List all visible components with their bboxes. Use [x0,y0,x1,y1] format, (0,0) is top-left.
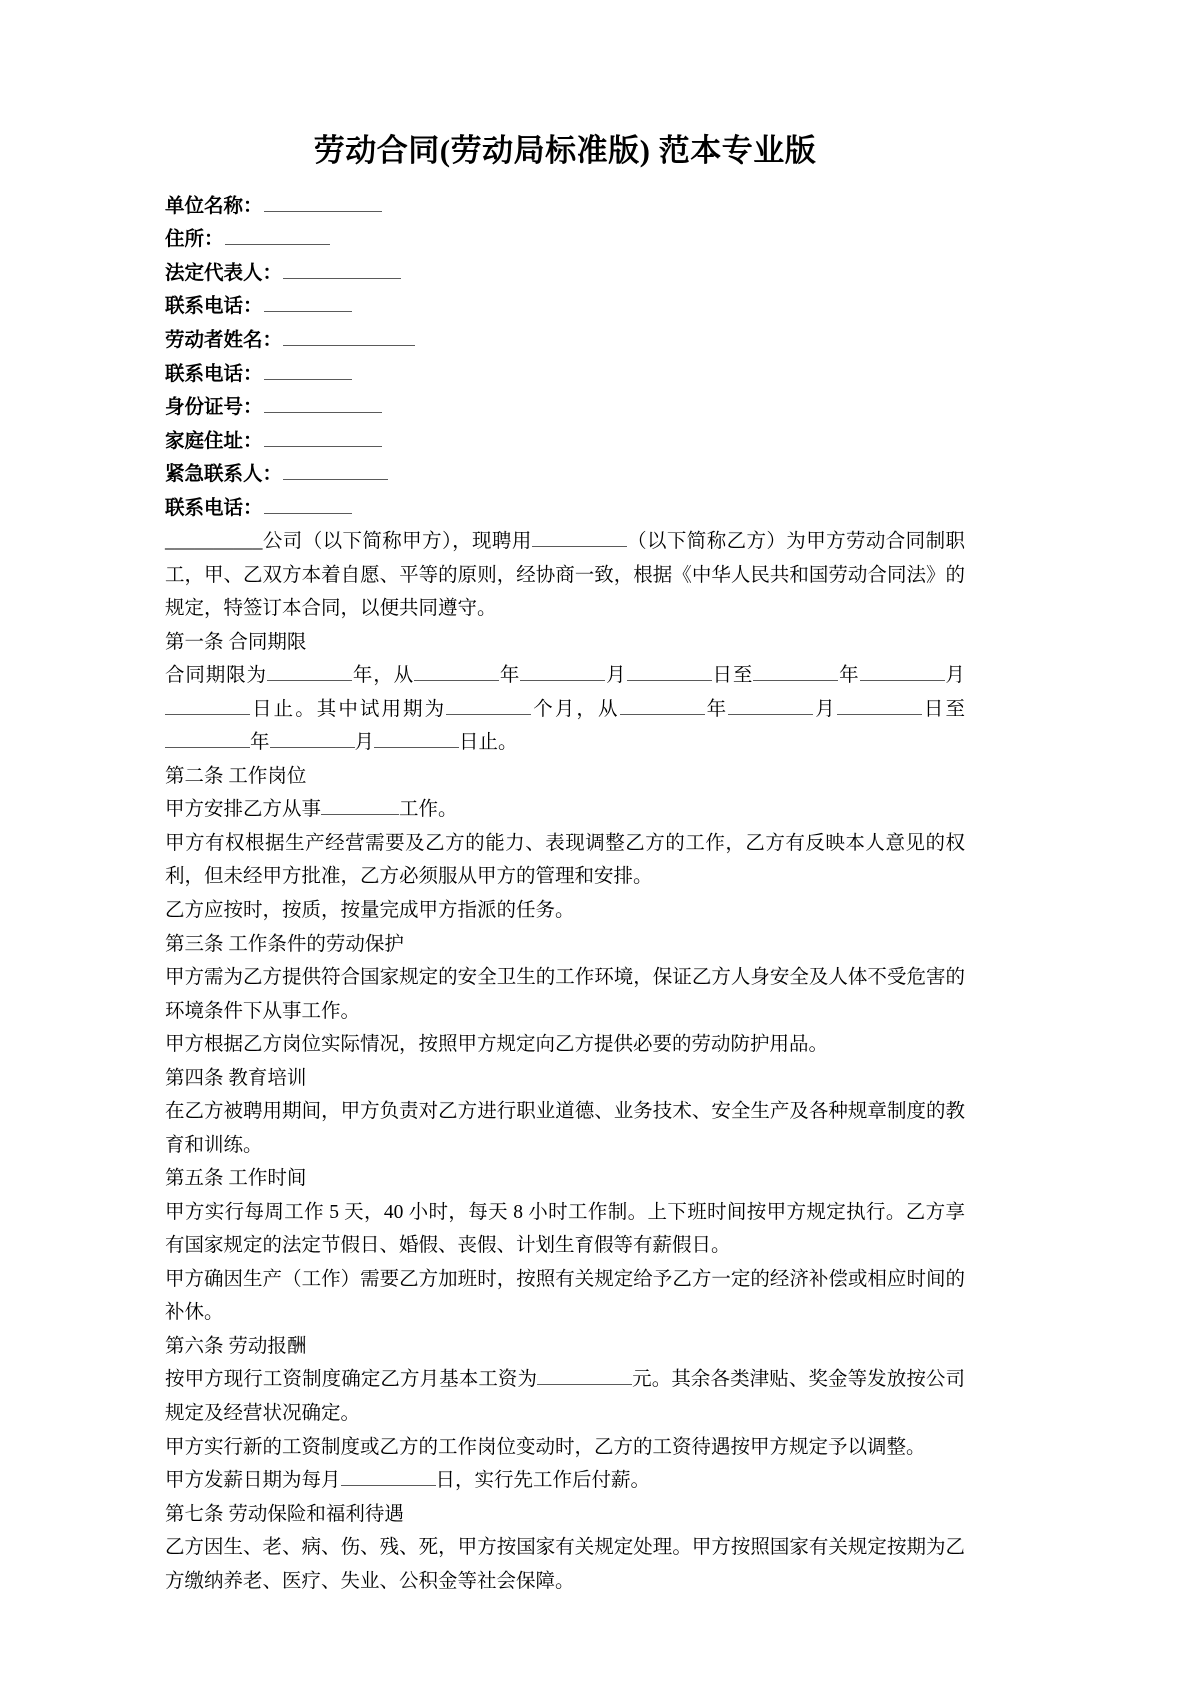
field-blank[interactable] [283,257,401,278]
seg: 日止。其中试用期为 [250,698,447,720]
field-label: 联系电话： [165,296,263,318]
field-blank[interactable] [283,459,388,480]
blank-probation-start-year[interactable] [620,693,705,714]
article-2-paragraph-2: 甲方有权根据生产经营需要及乙方的能力、表现调整乙方的工作，乙方有反映本人意见的权利，但未经甲方批准，乙方必须服从甲方的管理和安排。 [165,832,965,888]
field-row-emergency-phone [165,492,965,526]
intro-text-b: （以下简称乙方）为甲方劳动合同制职工，甲、乙双方本着自愿、平等的原则，经协商一致，根据《中华人民共和国劳动合同法》的规定，特签订本合同，以便共同遵守。 [165,531,965,620]
blank-start-month[interactable] [520,660,605,681]
field-row-home-address [165,425,965,459]
seg: 工作。 [399,799,458,821]
article-2-paragraph-3: 乙方应按时，按质，按量完成甲方指派的任务。 [165,900,575,921]
header-fields-block [165,190,965,525]
field-blank[interactable] [283,325,415,346]
article-3-heading: 第三条 工作条件的劳动保护 [165,933,404,955]
article-7-heading: 第七条 劳动保险和福利待遇 [165,1503,404,1525]
blank-probation-start-month[interactable] [728,693,813,714]
blank-probation-months[interactable] [446,693,531,714]
intro-paragraph [165,525,965,626]
field-row-address [165,223,965,257]
seg: 年 [250,732,270,754]
field-row-company-phone [165,290,965,324]
seg: 个月，从 [531,698,620,720]
field-row-worker-phone [165,358,965,392]
article-4-heading: 第四条 教育培训 [165,1067,307,1089]
article-6-paragraph-1 [165,1363,965,1430]
article-2-paragraph-1 [165,793,965,827]
field-label: 单位名称： [165,195,263,217]
field-blank[interactable] [264,425,382,446]
field-label: 紧急联系人： [165,464,283,486]
seg: 日至 [921,698,965,720]
field-label: 联系电话： [165,363,263,385]
article-1-body [165,659,965,760]
blank-start-day[interactable] [627,660,712,681]
seg: 月 [944,665,965,687]
seg: 元。其余各类津贴、奖金等发放按公司规定及经营状况确定。 [165,1369,965,1424]
article-1-heading: 第一条 合同期限 [165,631,307,653]
blank-payday[interactable] [341,1465,436,1486]
article-2-heading: 第二条 工作岗位 [165,765,307,787]
field-label: 身份证号： [165,397,263,419]
field-blank[interactable] [264,492,352,513]
field-blank[interactable] [225,224,330,245]
field-blank[interactable] [264,392,382,413]
seg: 甲方安排乙方从事 [165,799,322,821]
page-title: 劳动合同(劳动局标准版) 范本专业版 [313,133,817,168]
blank-end-year[interactable] [753,660,838,681]
article-5-paragraph-1: 甲方实行每周工作 5 天，40 小时，每天 8 小时工作制。上下班时间按甲方规定执行。乙方享有国家规定的法定节假日、婚假、丧假、计划生育假等有薪假日。 [165,1201,965,1257]
field-row-emergency-contact [165,458,965,492]
field-blank[interactable] [264,358,352,379]
field-label: 住所： [165,229,224,251]
seg: 月 [813,698,837,720]
seg: 月 [605,665,627,687]
blank-end-month[interactable] [860,660,945,681]
seg: 日至 [711,665,754,687]
blank-term-years[interactable] [267,660,352,681]
article-6-paragraph-3 [165,1464,965,1498]
blank-start-year[interactable] [414,660,499,681]
blank-job-position[interactable] [321,794,399,815]
article-5-heading: 第五条 工作时间 [165,1168,307,1190]
article-3-paragraph-1: 甲方需为乙方提供符合国家规定的安全卫生的工作环境，保证乙方人身安全及人体不受危害的环境条件下从事工作。 [165,967,965,1022]
field-blank[interactable] [264,190,382,211]
seg: 年 [838,665,860,687]
article-5-paragraph-2: 甲方确因生产（工作）需要乙方加班时，按照有关规定给予乙方一定的经济补偿或相应时间的补休。 [165,1268,965,1324]
field-label: 劳动者姓名： [165,329,283,351]
field-label: 联系电话： [165,497,263,519]
seg: 月 [354,732,375,754]
article-7-paragraph-1: 乙方因生、老、病、伤、残、死，甲方按国家有关规定处理。甲方按照国家有关规定按期为乙方缴纳养老、医疗、失业、公积金等社会保障。 [165,1537,965,1592]
field-row-company-name [165,190,965,224]
field-label: 家庭住址： [165,430,263,452]
seg: 甲方发薪日期为每月 [165,1470,341,1492]
field-row-worker-name [165,324,965,358]
seg: 合同期限为 [165,665,267,687]
field-row-legal-representative [165,257,965,291]
blank-probation-end-day[interactable] [374,727,459,748]
blank-base-salary[interactable] [537,1364,632,1385]
seg: 按甲方现行工资制度确定乙方月基本工资为 [165,1369,538,1391]
intro-text-a: __________公司（以下简称甲方），现聘用 [165,531,532,553]
seg: 日止。 [459,732,518,754]
blank-probation-end-month[interactable] [270,727,355,748]
intro-blank-party-b[interactable] [532,526,627,547]
field-blank[interactable] [264,291,352,312]
seg: 年 [704,698,729,720]
article-4-paragraph-1: 在乙方被聘用期间，甲方负责对乙方进行职业道德、业务技术、安全生产及各种规章制度的教育和训练。 [165,1101,965,1156]
field-label: 法定代表人： [165,262,283,284]
seg: 年，从 [351,665,415,687]
article-3-paragraph-2: 甲方根据乙方岗位实际情况，按照甲方规定向乙方提供必要的劳动防护用品。 [165,1034,829,1056]
article-6-paragraph-2: 甲方实行新的工资制度或乙方的工作岗位变动时，乙方的工资待遇按甲方规定予以调整。 [165,1436,926,1458]
blank-probation-start-day[interactable] [837,693,922,714]
field-row-id-number [165,391,965,425]
blank-end-day[interactable] [165,693,250,714]
blank-probation-end-year[interactable] [165,727,250,748]
document-content [165,130,965,1598]
seg: 日，实行先工作后付薪。 [435,1470,651,1492]
article-6-heading: 第六条 劳动报酬 [165,1335,307,1357]
seg: 年 [499,665,521,687]
